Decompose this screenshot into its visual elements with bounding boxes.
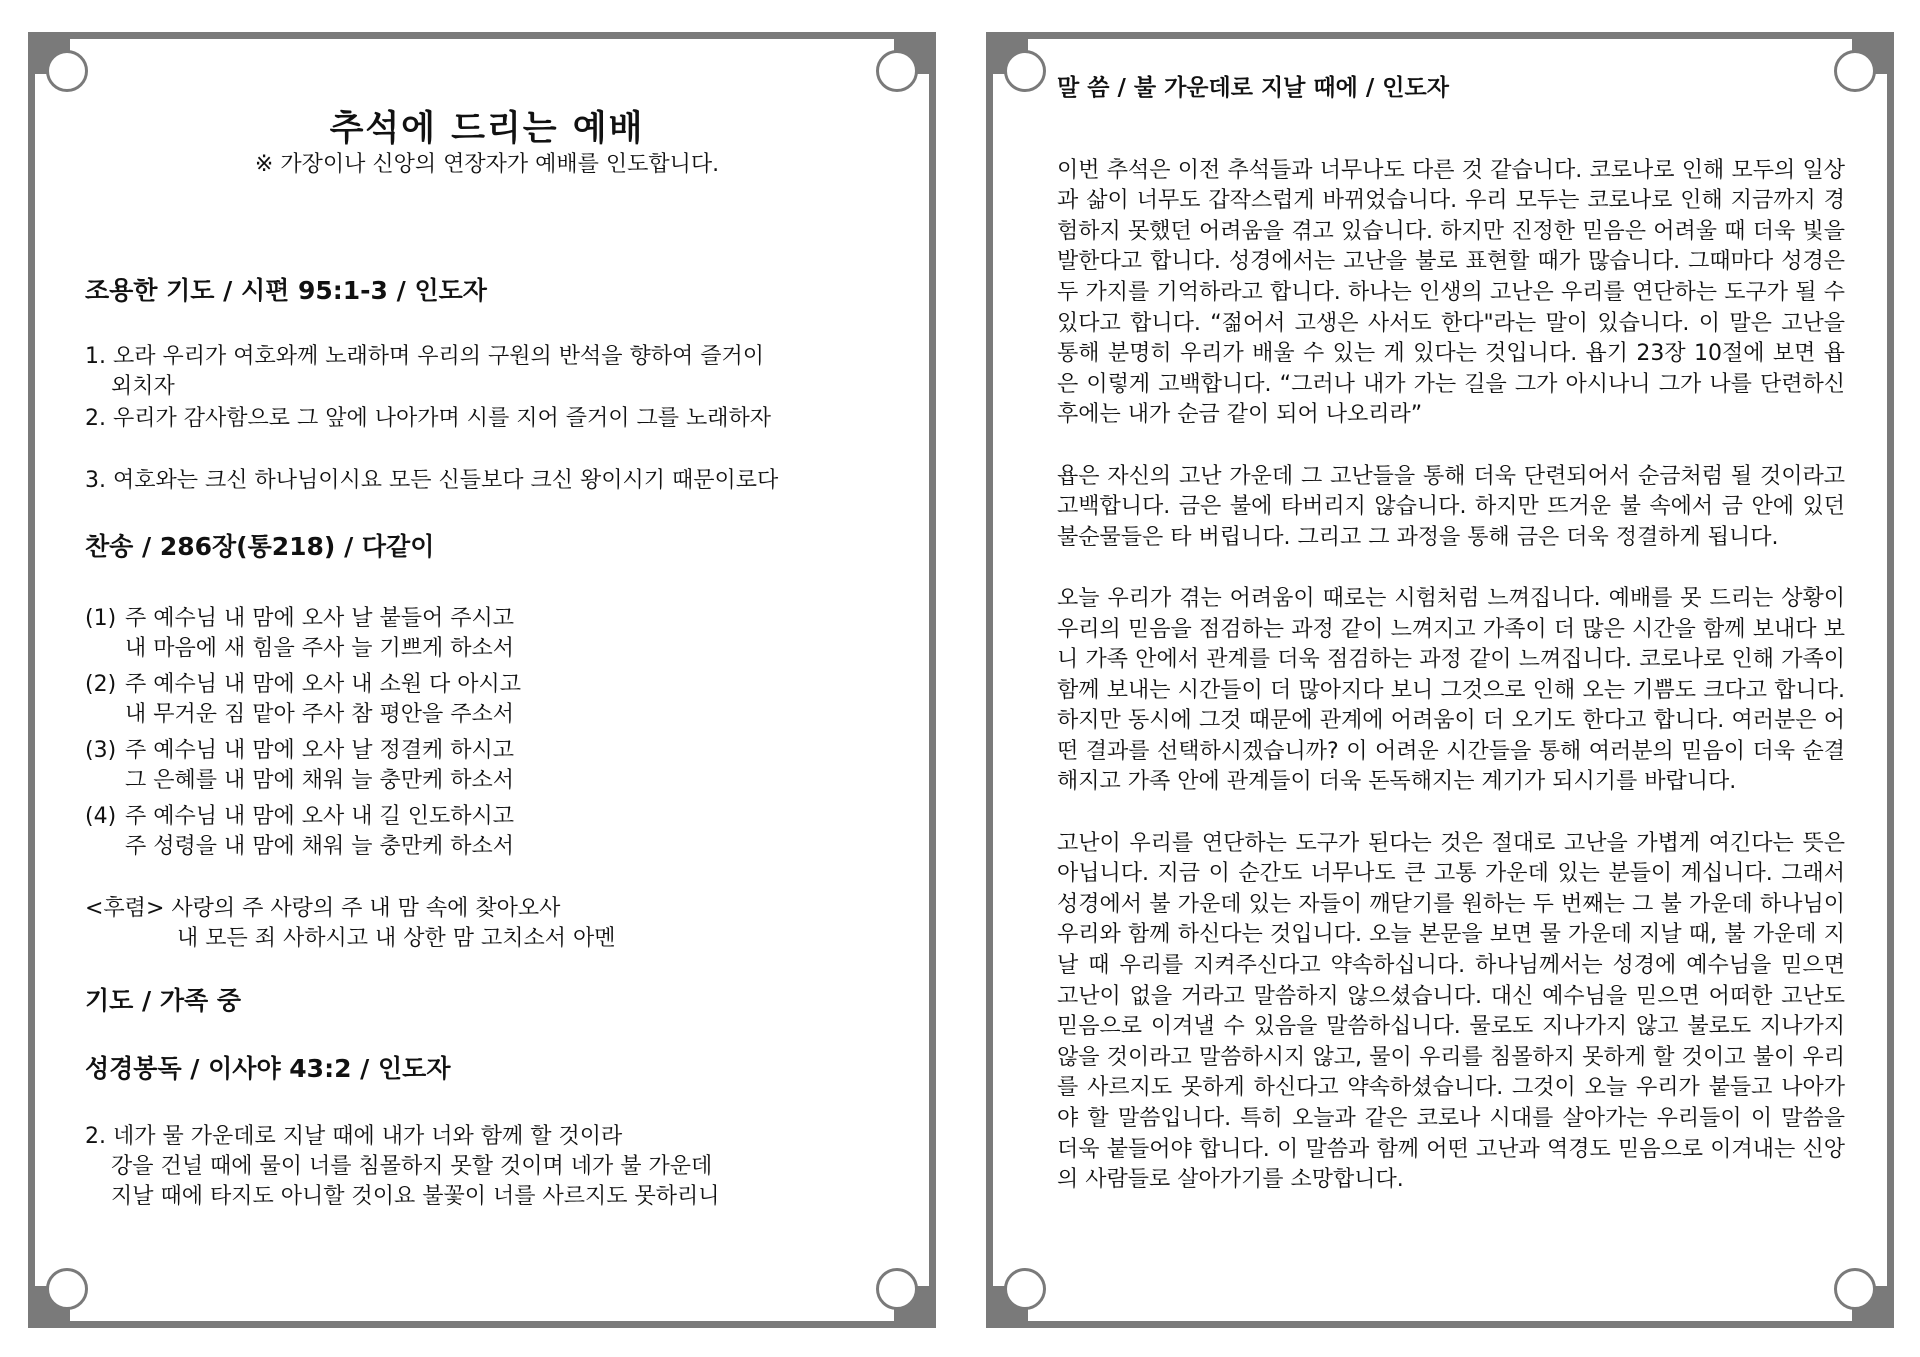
psalm-verse-2: 2. 우리가 감사함으로 그 앞에 나아가며 시를 지어 즐거이 그를 노래하자 (85, 406, 771, 431)
corner-ornament-icon (34, 38, 70, 74)
section-heading-hymn: 찬송 / 286장(통218) / 다같이 (85, 532, 435, 561)
section-heading-prayer: 조용한 기도 / 시편 95:1-3 / 인도자 (85, 276, 487, 305)
hymn-line: 주 예수님 내 맘에 오사 내 소원 다 아시고 (125, 672, 521, 697)
hymn-verse-number: (2) (85, 672, 117, 697)
page-title: 추석에 드리는 예배 (329, 109, 645, 149)
isaiah-verse-cont: 지날 때에 타지도 아니할 것이요 불꽃이 너를 사르지도 못하리니 (111, 1184, 720, 1209)
psalm-verse-1-cont: 외치자 (111, 374, 175, 399)
page-subtitle: ※ 가장이나 신앙의 연장자가 예배를 인도합니다. (254, 152, 720, 177)
hymn-line: 그 은혜를 내 맘에 채워 늘 충만케 하소서 (125, 768, 514, 793)
corner-ornament-icon (1852, 1286, 1888, 1322)
sermon-paragraph: 욥은 자신의 고난 가운데 그 고난들을 통해 더욱 단련되어서 순금처럼 될 것이라고 고백합니다. 금은 불에 타버리지 않습니다. 하지만 뜨거운 불 속에서 금 안에 있던 불순물들은 타 버립니다. 그리고 그 과정을 통해 금은 더욱 정결하게 됩니다. (1057, 463, 1845, 550)
section-heading-reading: 성경봉독 / 이사야 43:2 / 인도자 (85, 1054, 451, 1083)
hymn-refrain-cont: 내 모든 죄 사하시고 내 상한 맘 고치소서 아멘 (177, 926, 616, 951)
sermon-body (1057, 125, 1845, 1226)
sermon-paragraph: 고난이 우리를 연단하는 도구가 된다는 것은 절대로 고난을 가볍게 여긴다는 뜻은 아닙니다. 지금 이 순간도 너무나도 큰 고통 가운데 있는 분들이 계십니다. 그래서 성경에서 불 가운데 있는 자들이 깨닫기를 원하는 두 번째는 그 불 가운데 하나님이 우리와 함께 하신다는 것입니다. 오늘 본문을 보면 물 가운데 지날 때, 불 가운데 지날 때 우리를 지켜주신다고 약속하십니다. 하나님께서는 성경에 예수님을 믿으면 고난이 없을 거라고 말씀하지 않으셨습니다. 대신 예수님을 믿으면 어떠한 고난도 믿음으로 이겨낼 수 있음을 말씀하십니다. 물로도 지나가지 않고 불로도 지나가지 않을 것이라고 말씀하시지 않고, 물이 우리를 침몰하지 못하게 할 것이고 불이 우리를 사르지도 못하게 하신다고 약속하셨습니다. 그것이 오늘 우리가 붙들고 나아가야 할 말씀입니다. 특히 오늘과 같은 코로나 시대를 살아가는 우리들이 이 말씀을 더욱 붙들어야 합니다. 이 말씀과 함께 어떤 고난과 역경도 믿음으로 이겨내는 신앙의 사람들로 살아가기를 소망합니다. (1057, 830, 1845, 1193)
hymn-verse-number: (1) (85, 606, 117, 631)
sermon-paragraph: 이번 추석은 이전 추석들과 너무나도 다른 것 같습니다. 코로나로 인해 모두의 일상과 삶이 너무도 갑작스럽게 바뀌었습니다. 우리 모두는 코로나로 인해 지금까지 경험하지 못했던 어려움을 겪고 있습니다. 하지만 진정한 믿음은 어려울 때 더욱 빛을 발한다고 합니다. 성경에서는 고난을 불로 표현할 때가 많습니다. 그때마다 성경은 두 가지를 기억하라고 합니다. 하나는 인생의 고난은 우리를 연단하는 도구가 될 수 있다고 합니다. “젊어서 고생은 사서도 한다"라는 말이 있습니다. 이 말은 고난을 통해 분명히 우리가 배울 수 있는 게 있다는 것입니다. 욥기 23장 10절에 보면 욥은 이렇게 고백합니다. “그러나 내가 가는 길을 그가 아시나니 그가 나를 단련하신 후에는 내가 순금 같이 되어 나오리라” (1057, 157, 1845, 428)
isaiah-verse-cont: 강을 건널 때에 물이 너를 침몰하지 못할 것이며 네가 불 가운데 (111, 1154, 713, 1179)
corner-ornament-icon (1852, 38, 1888, 74)
hymn-line: 내 무거운 짐 맡아 주사 참 평안을 주소서 (125, 702, 514, 727)
hymn-verse-number: (3) (85, 738, 117, 763)
sermon-paragraph: 오늘 우리가 겪는 어려움이 때로는 시험처럼 느껴집니다. 예배를 못 드리는 상황이 우리의 믿음을 점검하는 과정 같이 느껴지고 가족이 더 많은 시간을 함께 보내다 보니 가족 안에서 관계를 더욱 점검하는 과정 같이 느껴집니다. 코로나로 인해 가족이 함께 보내는 시간들이 더 많아지다 보니 그것으로 인해 오는 기쁨도 크다고 합니다. 하지만 동시에 그것 때문에 관계에 어려움이 더 오기도 한다고 합니다. 여러분은 어떤 결과를 선택하시겠습니까? 이 어려운 시간들을 통해 여러분의 믿음이 더욱 순결해지고 가족 안에 관계들이 더욱 돈독해지는 계기가 되시기를 바랍니다. (1057, 585, 1845, 795)
right-page (986, 32, 1894, 1328)
psalm-verse-3: 3. 여호와는 크신 하나님이시요 모든 신들보다 크신 왕이시기 때문이로다 (85, 468, 779, 493)
isaiah-verse: 2. 네가 물 가운데로 지날 때에 내가 너와 함께 할 것이라 (85, 1124, 623, 1149)
hymn-verse (85, 733, 514, 764)
hymn-verse (85, 601, 514, 632)
psalm-verse-1: 1. 오라 우리가 여호와께 노래하며 우리의 구원의 반석을 향하여 즐거이 (85, 344, 764, 369)
hymn-verse-number: (4) (85, 804, 117, 829)
hymn-refrain: <후렴> 사랑의 주 사랑의 주 내 맘 속에 찾아오사 (85, 896, 561, 921)
hymn-verse (85, 799, 514, 830)
hymn-line: 주 예수님 내 맘에 오사 날 붙들어 주시고 (125, 606, 514, 631)
hymn-line: 내 마음에 새 힘을 주사 늘 기쁘게 하소서 (125, 636, 514, 661)
corner-ornament-icon (894, 1286, 930, 1322)
corner-ornament-icon (992, 1286, 1028, 1322)
hymn-line: 주 예수님 내 맘에 오사 날 정결케 하시고 (125, 738, 514, 763)
section-heading-family-prayer: 기도 / 가족 중 (85, 986, 241, 1015)
hymn-verse (85, 667, 521, 698)
corner-ornament-icon (894, 38, 930, 74)
hymn-line: 주 성령을 내 맘에 채워 늘 충만케 하소서 (125, 834, 514, 859)
corner-ornament-icon (992, 38, 1028, 74)
left-page (28, 32, 936, 1328)
hymn-line: 주 예수님 내 맘에 오사 내 길 인도하시고 (125, 804, 514, 829)
sermon-heading: 말 씀 / 불 가운데로 지날 때에 / 인도자 (1057, 75, 1449, 101)
corner-ornament-icon (34, 1286, 70, 1322)
